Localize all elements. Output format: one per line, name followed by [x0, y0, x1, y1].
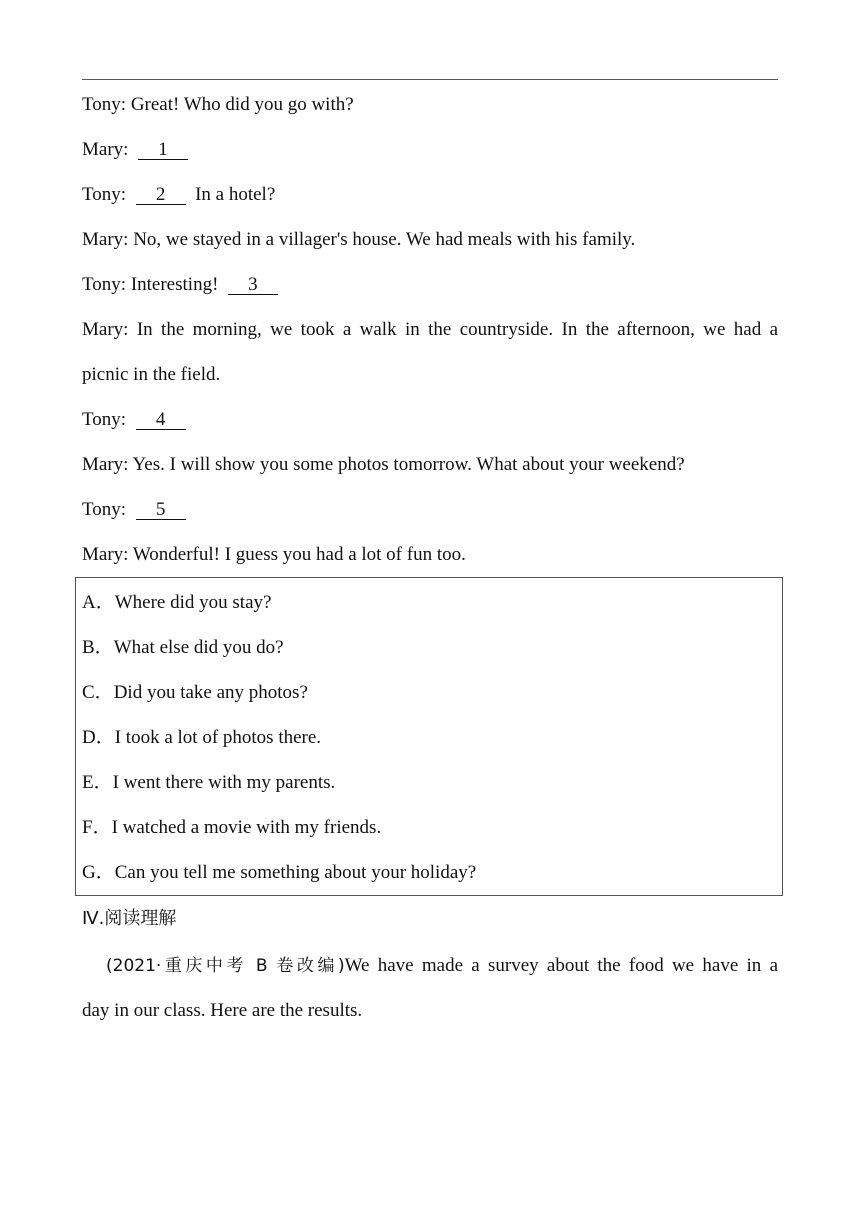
- passage-source: (2021·重庆中考 B 卷改编): [106, 956, 345, 976]
- option-letter: F．: [82, 817, 112, 838]
- dialogue-text: Great! Who did you go with?: [130, 94, 354, 115]
- answer-blank-3[interactable]: 3: [228, 276, 278, 295]
- option-e[interactable]: [82, 771, 335, 795]
- option-d[interactable]: [82, 726, 321, 750]
- passage-text: day in our class. Here are the results.: [82, 1000, 363, 1021]
- passage-text: We have made a survey about the food we have in a: [344, 955, 778, 976]
- dialogue-line: [82, 93, 354, 117]
- option-text: What else did you do?: [113, 637, 284, 658]
- dialogue-text: No, we stayed in a villager's house. We had meals with his family.: [133, 229, 636, 250]
- speaker: Tony:: [82, 499, 127, 520]
- dialogue-text: picnic in the field.: [82, 364, 221, 385]
- dialogue-text: In a hotel?: [195, 184, 276, 205]
- header-rule: [82, 79, 778, 80]
- option-text: Did you take any photos?: [113, 682, 308, 703]
- option-letter: G．: [82, 862, 115, 883]
- dialogue-text: In the morning, we took a walk in the countryside. In the afternoon, we had a: [136, 319, 779, 340]
- option-a[interactable]: [82, 591, 271, 615]
- option-f[interactable]: [82, 816, 381, 840]
- speaker: Mary:: [82, 229, 129, 250]
- option-letter: C．: [82, 682, 114, 703]
- answer-blank-4[interactable]: 4: [136, 411, 186, 430]
- speaker: Mary:: [82, 139, 129, 160]
- speaker: Tony:: [82, 274, 127, 295]
- dialogue-line: [82, 543, 466, 567]
- dialogue-line: [82, 138, 188, 162]
- speaker: Tony:: [82, 94, 127, 115]
- option-g[interactable]: [82, 861, 476, 885]
- passage-line-2: [82, 999, 778, 1023]
- dialogue-line: [82, 273, 278, 297]
- dialogue-line: [82, 183, 275, 207]
- dialogue-continuation: [82, 363, 220, 387]
- option-c[interactable]: [82, 681, 308, 705]
- dialogue-line: [82, 408, 186, 432]
- option-text: I went there with my parents.: [112, 772, 336, 793]
- answer-blank-5[interactable]: 5: [136, 501, 186, 520]
- option-b[interactable]: [82, 636, 284, 660]
- passage-line-1: [82, 954, 778, 978]
- dialogue-line: [82, 318, 778, 342]
- speaker: Tony:: [82, 409, 127, 430]
- option-letter: B．: [82, 637, 114, 658]
- dialogue-line: [82, 453, 685, 477]
- option-text: Where did you stay?: [114, 592, 272, 613]
- option-text: I watched a movie with my friends.: [111, 817, 382, 838]
- dialogue-text: Interesting!: [130, 274, 219, 295]
- speaker: Mary:: [82, 454, 129, 475]
- option-text: Can you tell me something about your holiday?: [114, 862, 477, 883]
- speaker: Mary:: [82, 544, 129, 565]
- option-letter: A．: [82, 592, 115, 613]
- dialogue-line: [82, 228, 635, 252]
- answer-blank-2[interactable]: 2: [136, 186, 186, 205]
- dialogue-line: [82, 498, 186, 522]
- speaker: Mary:: [82, 319, 129, 340]
- answer-blank-1[interactable]: 1: [138, 141, 188, 160]
- speaker: Tony:: [82, 184, 127, 205]
- option-letter: D．: [82, 727, 115, 748]
- section-title: Ⅳ.阅读理解: [82, 908, 177, 929]
- dialogue-text: Wonderful! I guess you had a lot of fun too.: [132, 544, 466, 565]
- option-letter: E．: [82, 772, 113, 793]
- option-text: I took a lot of photos there.: [114, 727, 322, 748]
- dialogue-text: Yes. I will show you some photos tomorrow. What about your weekend?: [132, 454, 685, 475]
